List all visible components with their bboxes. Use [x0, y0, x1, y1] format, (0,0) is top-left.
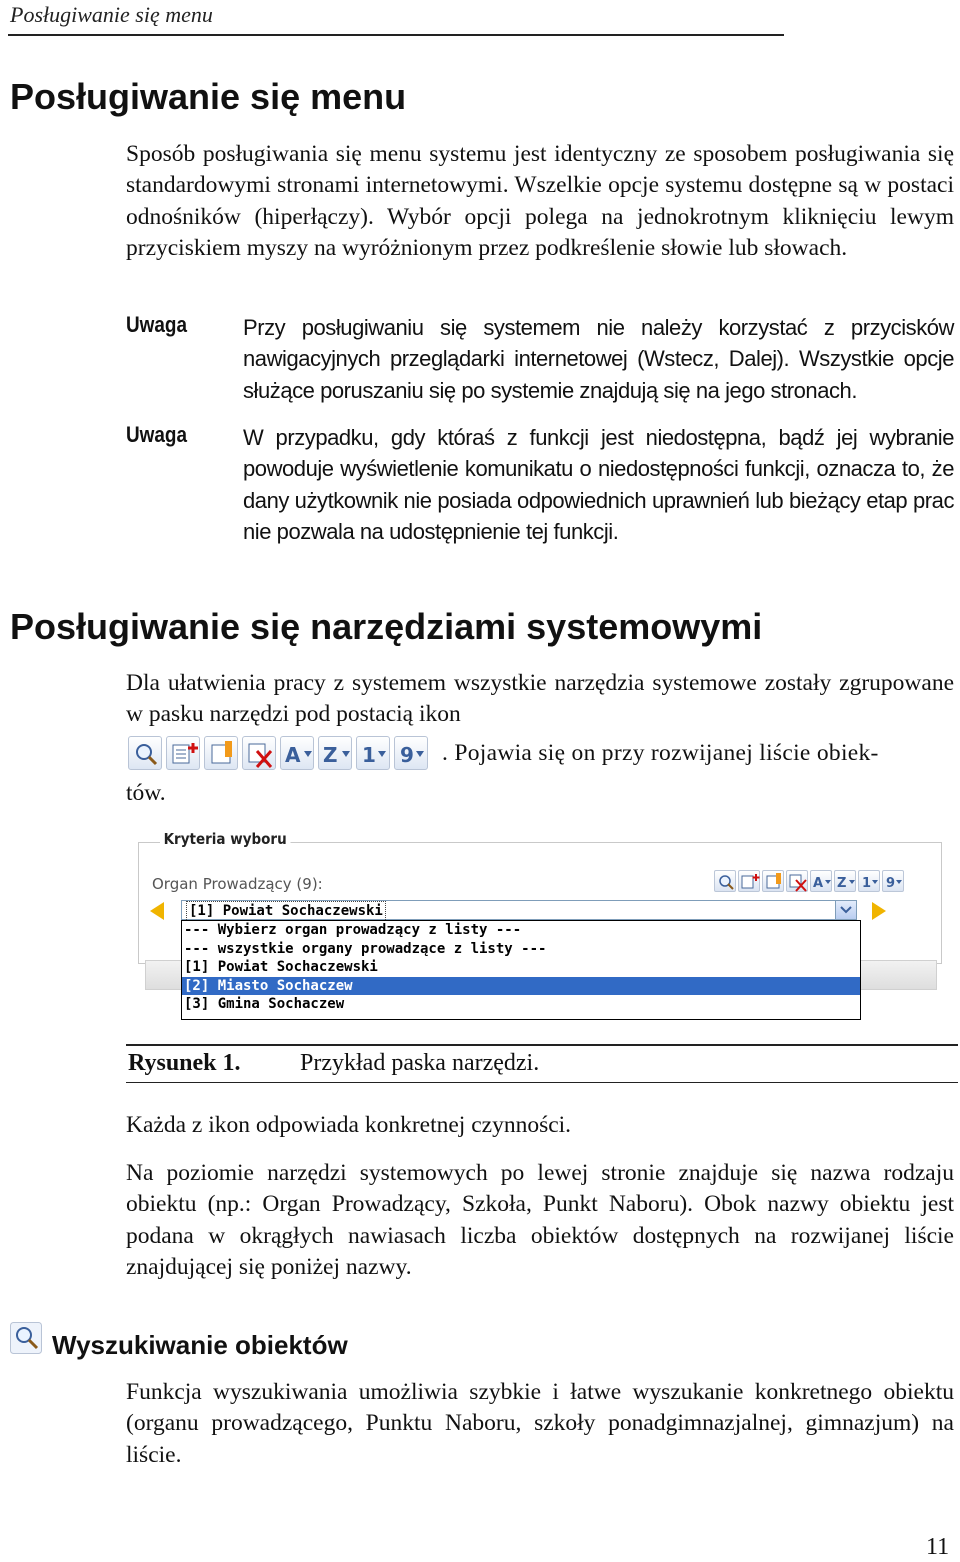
dropdown-option[interactable]: --- Wybierz organ prowadzący z listy --- — [184, 922, 522, 938]
svg-text:1: 1 — [362, 743, 376, 767]
figure-toolbar-icons — [714, 870, 904, 892]
sort-num-asc-icon[interactable] — [858, 870, 880, 892]
sort-num-desc-icon[interactable] — [882, 870, 904, 892]
bookmark-icon — [204, 736, 238, 770]
note-text-1: Przy posługiwaniu się systemem nie należy korzystać z przycisków nawigacyjnych przeglądarki internetowej (Wstecz, Dalej). Wszystkie opcje służące poruszaniu się po systemie znajdują się na jego stronach. — [243, 315, 954, 403]
object-type-label: Organ Prowadzący (9): — [152, 875, 323, 893]
figure-caption-label: Rysunek 1. — [128, 1050, 241, 1076]
paragraph-object-level: Na poziomie narzędzi systemowych po lewej stronie znajduje się nazwa rodzaju obiektu (np.: Organ Prowadzący, Szkoła, Punkt Naboru). Obok nazwy obiektu jest podana w okrągłych nawiasach liczba obiektów dostępnych na rozwijanej liście znajdującej się poniżej nazwy. — [126, 1160, 954, 1280]
sort-alpha-asc-icon[interactable] — [810, 870, 832, 892]
dropdown-option[interactable]: [1] Powiat Sochaczewski — [184, 959, 378, 976]
note-label-2: Uwaga — [126, 422, 187, 447]
svg-text:9: 9 — [400, 743, 414, 767]
figure-caption-text: Przykład paska narzędzi. — [300, 1050, 540, 1076]
caption-rule-bottom — [126, 1082, 958, 1083]
organ-select-value: [1] Powiat Sochaczewski — [186, 901, 386, 922]
sort-alpha-desc-icon[interactable] — [834, 870, 856, 892]
paragraph-search: Funkcja wyszukiwania umożliwia szybkie i łatwe wyszukanie konkretnego obiektu (organu prowadzącego, Punktu Naboru, szkoły ponadgimnazjalnej, gimnazjum) na liście. — [126, 1379, 954, 1468]
add-icon — [166, 736, 200, 770]
search-icon — [128, 736, 162, 770]
paragraph-tools-tail: . Pojawia się on przy rozwijanej liście obiek- — [442, 740, 879, 766]
note-text-2: W przypadku, gdy któraś z funkcji jest niedostępna, bądź jej wybranie powoduje wyświetlenie komunikatu o niedostępności funkcji, oznacza to, że dany użytkownik nie posiada odpowiednich uprawnień lub bieżący etap prac nie pozwala na udostępnienie tej funkcji. — [243, 425, 954, 544]
sort-num-asc-icon — [356, 736, 390, 770]
delete-icon — [242, 736, 276, 770]
figure-toolbar-screenshot — [138, 826, 942, 1032]
organ-select[interactable] — [181, 900, 857, 920]
paragraph-icon-actions: Każda z ikon odpowiada konkretnej czynności. — [126, 1112, 572, 1138]
inline-toolbar-row — [126, 736, 954, 778]
header-rule — [8, 34, 784, 36]
search-icon — [10, 1322, 42, 1354]
previous-arrow-icon[interactable] — [150, 902, 164, 920]
paragraph-menu-usage: Sposób posługiwania się menu systemu jest identyczny ze sposobem posługiwania się standardowymi stronami internetowymi. Wszelkie opcje systemu dostępne są w postaci odnośników (hiperłączy). Wybór opcji polega na jednokrotnym kliknięciu lewym przyciskiem myszy na wyróżnionym przez podkreślenie słowie lub słowach. — [126, 141, 954, 261]
paragraph-tools-intro: Dla ułatwienia pracy z systemem wszystkie narzędzia systemowe zostały zgrupowane w pasku narzędzi pod postacią ikon — [126, 670, 954, 728]
next-arrow-icon[interactable] — [872, 902, 886, 920]
add-icon[interactable] — [738, 870, 760, 892]
sort-alpha-asc-icon — [280, 736, 314, 770]
dropdown-option[interactable]: --- wszystkie organy prowadzące z listy --- — [184, 940, 547, 957]
svg-text:Z: Z — [323, 743, 338, 767]
bookmark-icon[interactable] — [762, 870, 784, 892]
section-title-tools: Posługiwanie się narzędziami systemowymi — [10, 606, 763, 647]
search-icon[interactable] — [714, 870, 736, 892]
organ-dropdown-list[interactable] — [181, 920, 861, 1020]
svg-text:A: A — [285, 743, 301, 767]
dropdown-option-highlighted[interactable]: [2] Miasto Sochaczew — [182, 977, 860, 996]
section-title-menu: Posługiwanie się menu — [10, 76, 407, 117]
note-label-1: Uwaga — [126, 312, 187, 337]
caption-rule-top — [126, 1044, 958, 1046]
svg-text:1: 1 — [862, 876, 872, 891]
delete-icon[interactable] — [786, 870, 808, 892]
paragraph-tools-end: tów. — [126, 780, 166, 806]
sort-alpha-desc-icon — [318, 736, 352, 770]
svg-text:A: A — [813, 876, 824, 891]
inline-toolbar-icons — [128, 736, 428, 770]
section-title-search: Wyszukiwanie obiektów — [52, 1330, 348, 1360]
svg-text:9: 9 — [886, 876, 896, 891]
dropdown-option[interactable]: [3] Gmina Sochaczew — [184, 996, 345, 1013]
sort-num-desc-icon — [394, 736, 428, 770]
dropdown-button[interactable] — [835, 901, 856, 919]
page-number: 11 — [926, 1534, 950, 1560]
svg-text:Z: Z — [837, 876, 847, 891]
running-header: Posługiwanie się menu — [10, 2, 213, 27]
criteria-legend: Kryteria wyboru — [160, 830, 290, 848]
